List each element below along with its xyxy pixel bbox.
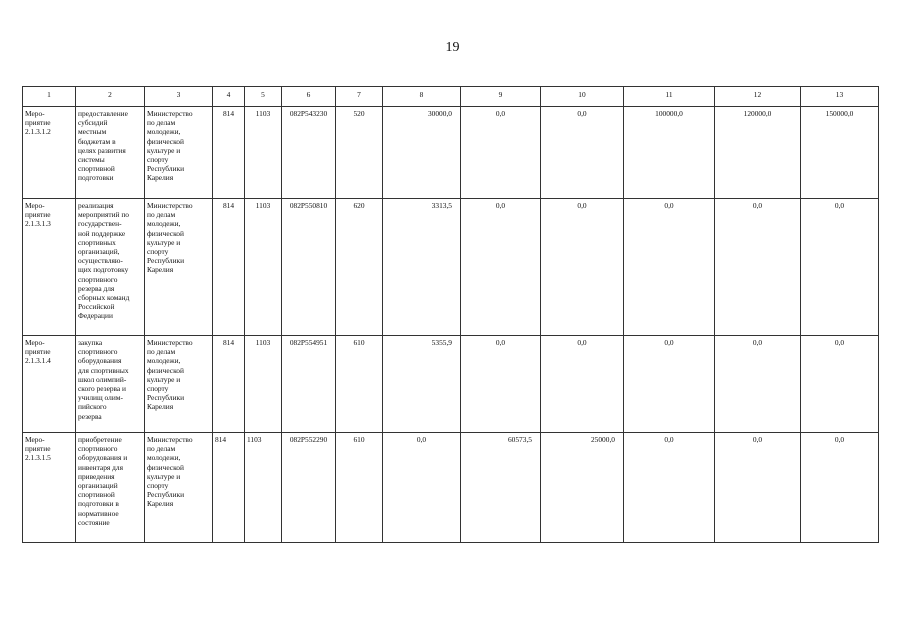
table-row — [23, 336, 879, 433]
page-number: 19 — [445, 40, 460, 55]
table-cell: 0,0 — [624, 433, 715, 543]
table-cell: 620 — [336, 199, 383, 336]
column-header: 8 — [383, 87, 461, 107]
table-cell: 0,0 — [801, 433, 879, 543]
table-cell: 0,0 — [383, 433, 461, 543]
table-cell: 0,0 — [461, 336, 541, 433]
table-cell: 520 — [336, 107, 383, 199]
table-cell: 0,0 — [624, 199, 715, 336]
table-cell: 0,0 — [715, 433, 801, 543]
budget-table — [22, 86, 879, 543]
column-header: 1 — [23, 87, 76, 107]
executor-cell: Министерство по делам молодежи, физической культуре и спорту Республики Карелия — [145, 107, 213, 199]
table-cell: 5355,9 — [383, 336, 461, 433]
table-cell: 0,0 — [541, 199, 624, 336]
table-cell: 0,0 — [541, 336, 624, 433]
table-row — [23, 433, 879, 543]
column-header: 9 — [461, 87, 541, 107]
table-cell: 3313,5 — [383, 199, 461, 336]
column-header: 11 — [624, 87, 715, 107]
table-cell: 1103 — [245, 107, 282, 199]
table-cell: 0,0 — [624, 336, 715, 433]
activity-code-cell: Меро- приятие 2.1.3.1.3 — [23, 199, 76, 336]
activity-code-cell: Меро- приятие 2.1.3.1.5 — [23, 433, 76, 543]
table-cell: 0,0 — [715, 336, 801, 433]
table-row — [23, 107, 879, 199]
table-cell: 1103 — [245, 199, 282, 336]
table-cell: 814 — [213, 433, 245, 543]
table-cell: 100000,0 — [624, 107, 715, 199]
table-cell: 082P543230 — [282, 107, 336, 199]
table-cell: 0,0 — [541, 107, 624, 199]
column-header: 3 — [145, 87, 213, 107]
table-cell: 814 — [213, 336, 245, 433]
column-header: 13 — [801, 87, 879, 107]
column-header: 7 — [336, 87, 383, 107]
table-cell: 1103 — [245, 336, 282, 433]
table-cell: 082P552290 — [282, 433, 336, 543]
activity-code-cell: Меро- приятие 2.1.3.1.2 — [23, 107, 76, 199]
table-cell: 1103 — [245, 433, 282, 543]
table-cell: 25000,0 — [541, 433, 624, 543]
activity-name-cell: предоставление субсидий местным бюджетам в целях развития системы спортивной подготовки — [76, 107, 145, 199]
activity-code-cell: Меро- приятие 2.1.3.1.4 — [23, 336, 76, 433]
header-row — [23, 87, 879, 107]
column-header: 6 — [282, 87, 336, 107]
executor-cell: Министерство по делам молодежи, физической культуре и спорту Республики Карелия — [145, 199, 213, 336]
activity-name-cell: реализация мероприятий по государствен- ной поддержке спортивных организаций, осуществляю- щих подготовку спортивного резерва для сборных команд Российской Федерации — [76, 199, 145, 336]
table-cell: 814 — [213, 199, 245, 336]
column-header: 12 — [715, 87, 801, 107]
activity-name-cell: приобретение спортивного оборудования и инвентаря для приведения организаций спортивной подготовки в нормативное состояние — [76, 433, 145, 543]
table-row — [23, 199, 879, 336]
executor-cell: Министерство по делам молодежи, физической культуре и спорту Республики Карелия — [145, 433, 213, 543]
table-cell: 0,0 — [461, 107, 541, 199]
table-cell: 814 — [213, 107, 245, 199]
table-cell: 0,0 — [461, 199, 541, 336]
table-cell: 082P550810 — [282, 199, 336, 336]
table-cell: 0,0 — [801, 199, 879, 336]
column-header: 4 — [213, 87, 245, 107]
table-cell: 30000,0 — [383, 107, 461, 199]
table-cell: 610 — [336, 336, 383, 433]
table-cell: 610 — [336, 433, 383, 543]
table-cell: 0,0 — [715, 199, 801, 336]
column-header: 5 — [245, 87, 282, 107]
column-header: 10 — [541, 87, 624, 107]
table-cell: 150000,0 — [801, 107, 879, 199]
executor-cell: Министерство по делам молодежи, физической культуре и спорту Республики Карелия — [145, 336, 213, 433]
activity-name-cell: закупка спортивного оборудования для спортивных школ олимпий- ского резерва и училищ олим- пийского резерва — [76, 336, 145, 433]
table-cell: 082P554951 — [282, 336, 336, 433]
column-header: 2 — [76, 87, 145, 107]
table-cell: 60573,5 — [461, 433, 541, 543]
table-cell: 120000,0 — [715, 107, 801, 199]
table-cell: 0,0 — [801, 336, 879, 433]
